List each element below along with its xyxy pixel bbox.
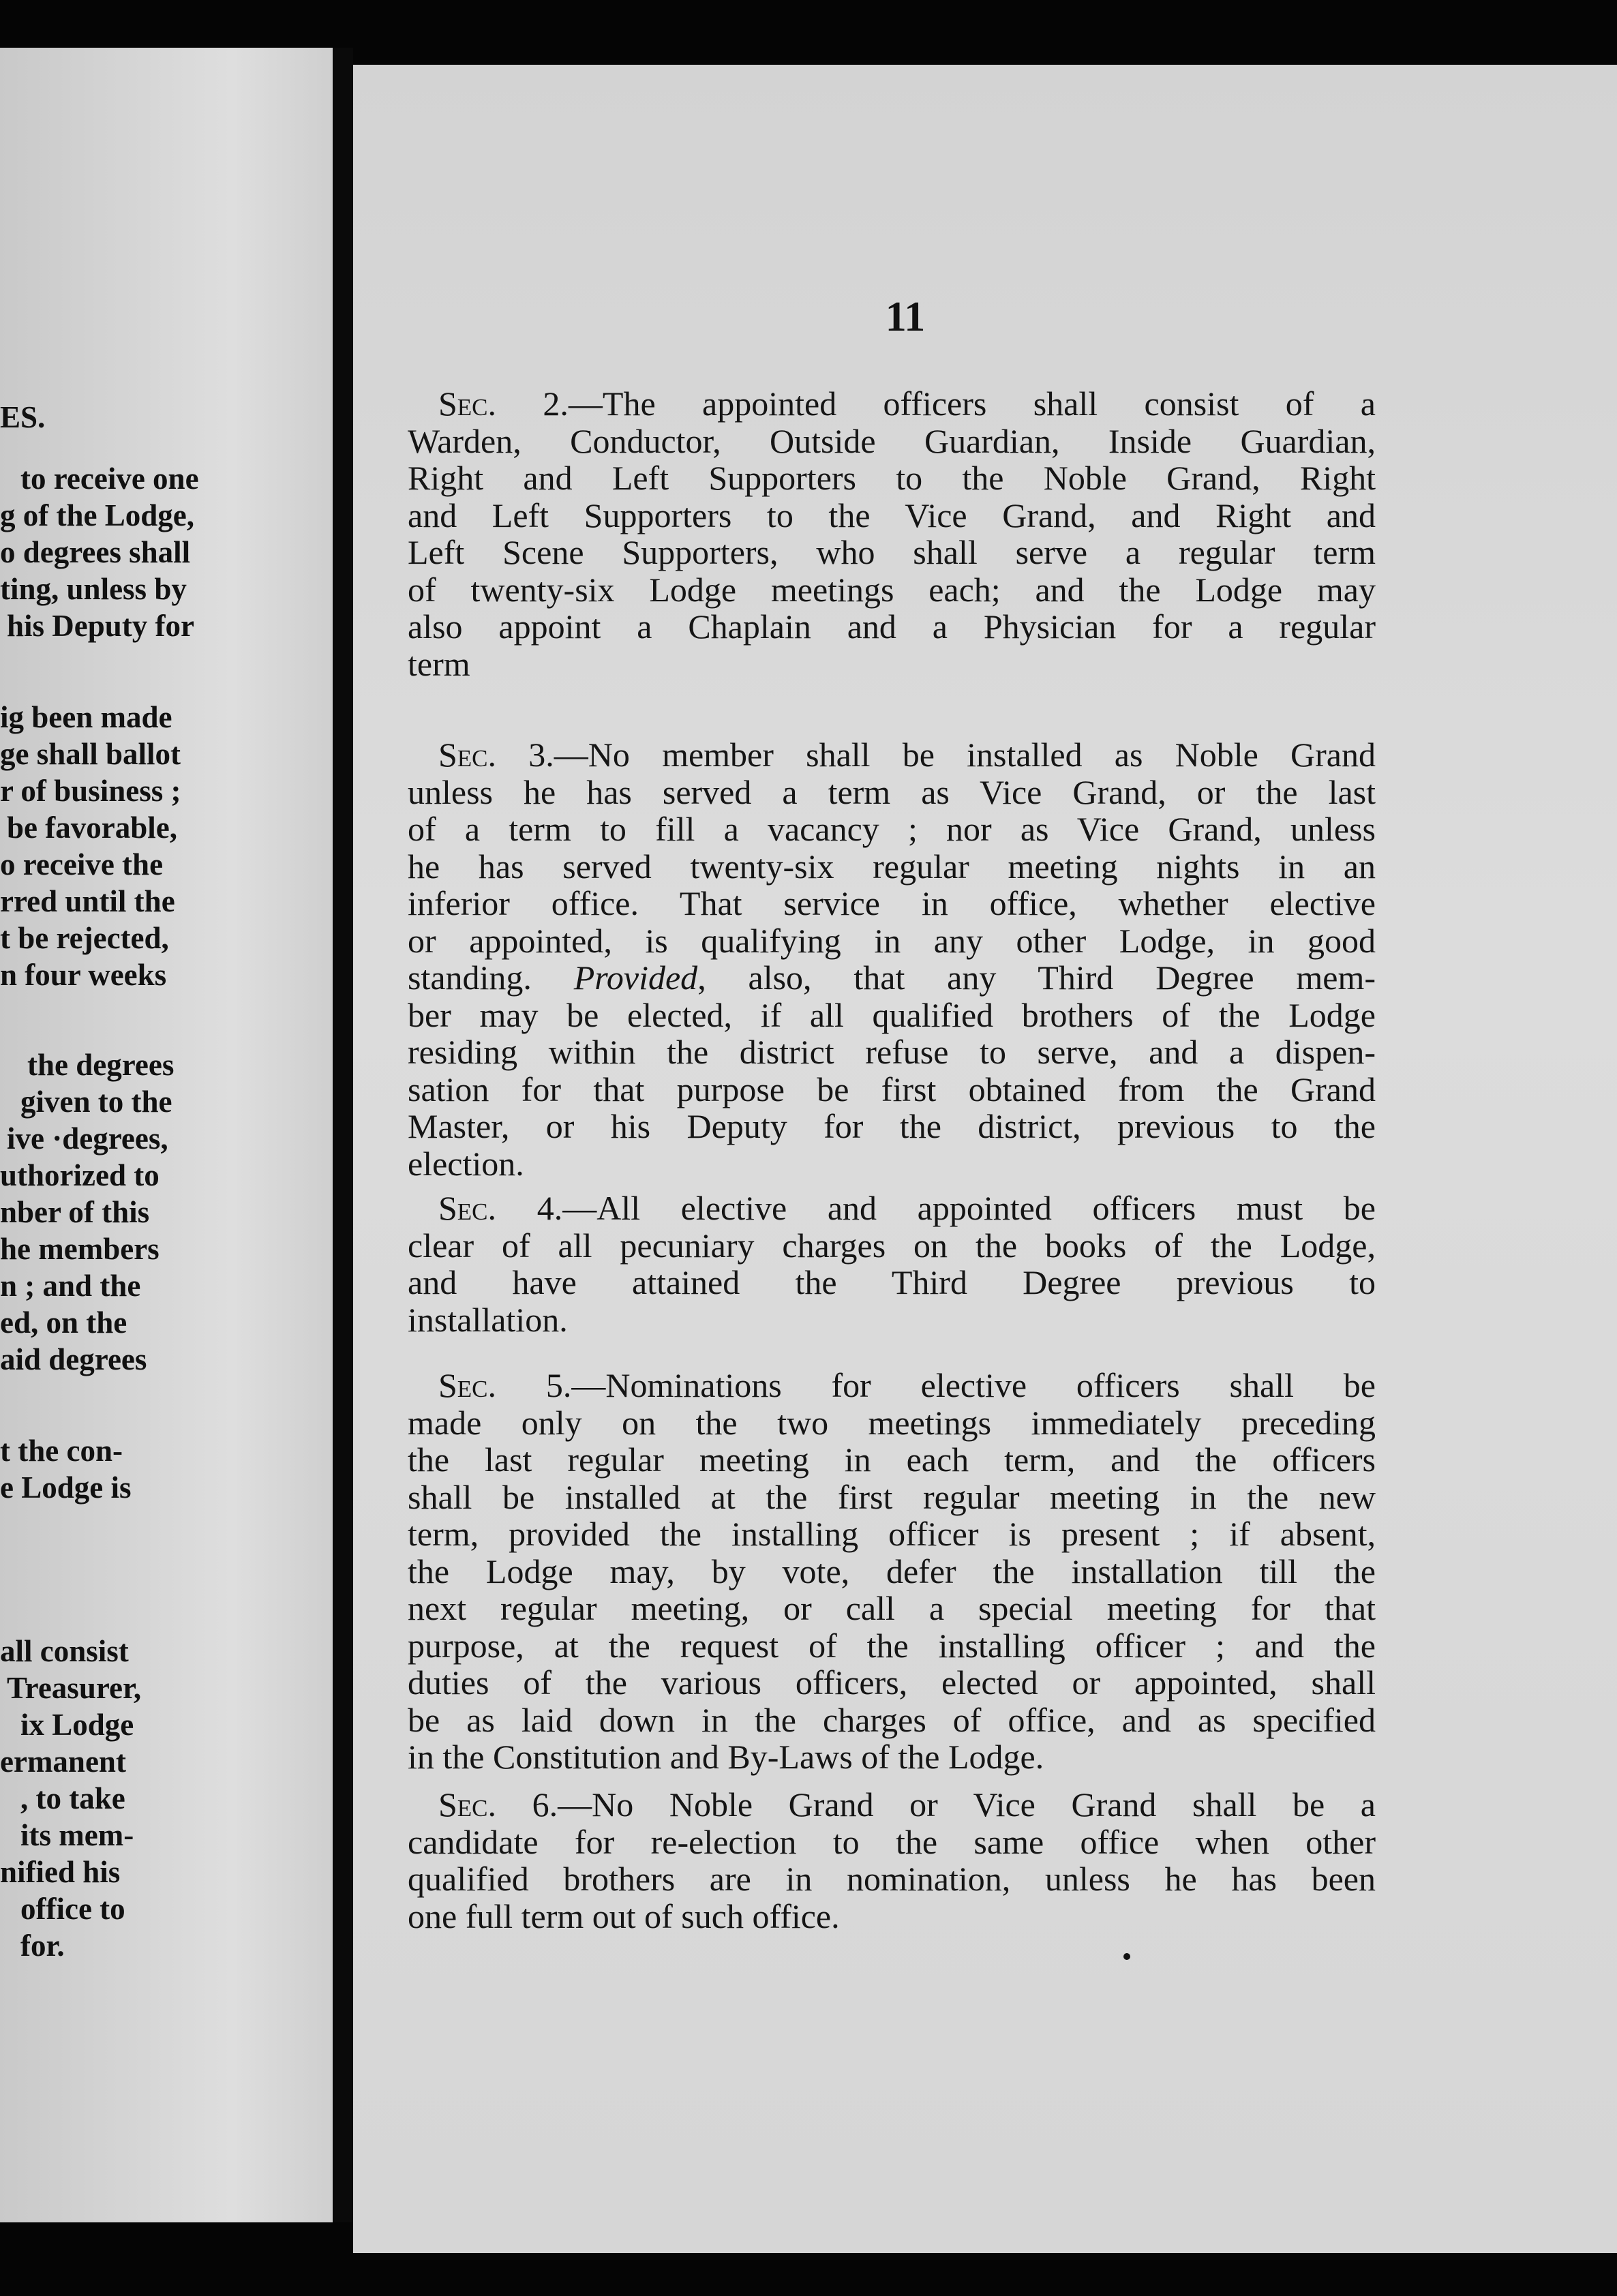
left-page-text-line: ed, on the: [0, 1305, 127, 1340]
section-line: sation for that purpose be first obtained from the Grand: [408, 1070, 1376, 1108]
section-6: [408, 1786, 1376, 1935]
left-page-text-line: be favorable,: [7, 811, 177, 845]
section-line: qualified brothers are in nomination, unless he has been: [408, 1860, 1376, 1898]
ink-speck: [1123, 1953, 1130, 1960]
left-page-text-line: g of the Lodge,: [0, 498, 194, 532]
section-line: Left Scene Supporters, who shall serve a regular term: [408, 533, 1376, 571]
section-line: [408, 736, 1376, 774]
section-line: duties of the various officers, elected or appointed, shall: [408, 1663, 1376, 1702]
left-page-text-line: given to the: [20, 1085, 172, 1119]
section-line: installation.: [408, 1300, 568, 1339]
left-page-text-line: its mem-: [20, 1818, 134, 1852]
section-line: [408, 1367, 1376, 1404]
left-page-text-line: t be rejected,: [0, 921, 169, 955]
left-page-text-line: Treasurer,: [7, 1671, 142, 1705]
section-line: he has served twenty-six regular meeting nights in an: [408, 847, 1376, 886]
section-line: candidate for re-election to the same office when other: [408, 1822, 1376, 1861]
section-2: [408, 385, 1376, 682]
section-line: unless he has served a term as Vice Grand, or the last: [408, 772, 1376, 811]
left-page-text-line: ix Lodge: [20, 1708, 134, 1742]
left-page-text-line: n ; and the: [0, 1269, 141, 1303]
section-line: [408, 1786, 1376, 1824]
section-line: the last regular meeting in each term, and the officers: [408, 1440, 1376, 1479]
section-line: standing. Provided, also, that any Third Degree mem-: [408, 958, 1376, 997]
left-page-text-line: the degrees: [27, 1048, 175, 1082]
left-page-text-line: , to take: [20, 1781, 125, 1815]
left-page-text-line: ermanent: [0, 1744, 126, 1779]
section-line-text: 3.—No member shall be installed as Noble Grand: [496, 736, 1376, 774]
section-label: Sec.: [438, 736, 497, 774]
section-3: [408, 736, 1376, 1182]
section-line: made only on the two meetings immediately preceding: [408, 1403, 1376, 1442]
section-line: [408, 385, 1376, 423]
section-line: of a term to fill a vacancy ; nor as Vice Grand, unless: [408, 810, 1376, 848]
section-line: [408, 1190, 1376, 1227]
section-line: and Left Supporters to the Vice Grand, and Right and: [408, 496, 1376, 534]
left-page-text-line: nber of this: [0, 1195, 150, 1229]
left-page-text-line: ting, unless by: [0, 572, 187, 606]
left-page-fragment: [0, 48, 333, 2222]
section-line-text: 5.—Nominations for elective officers shall be: [496, 1366, 1376, 1404]
section-line: purpose, at the request of the installing officer ; and the: [408, 1626, 1376, 1665]
section-line: one full term out of such office.: [408, 1897, 840, 1935]
left-page-text-line: he members: [0, 1232, 160, 1266]
section-line: residing within the district refuse to serve, and a dispen-: [408, 1033, 1376, 1071]
section-line: or appointed, is qualifying in any other Lodge, in good: [408, 921, 1376, 960]
left-page-text-line: office to: [20, 1892, 125, 1926]
section-line: next regular meeting, or call a special meeting for that: [408, 1589, 1376, 1627]
left-page-text-line: r of business ;: [0, 774, 181, 808]
left-page-text-line: to receive one: [20, 462, 199, 496]
section-line: ber may be elected, if all qualified brothers of the Lodge: [408, 995, 1376, 1034]
section-label: Sec.: [438, 1189, 497, 1227]
left-page-text-line: all consist: [0, 1634, 129, 1668]
section-line: and have attained the Third Degree previous to: [408, 1263, 1376, 1301]
left-page-text-line: for.: [20, 1929, 65, 1963]
section-line-text: 2.—The appointed officers shall consist of a: [496, 384, 1376, 423]
section-line: be as laid down in the charges of office, and as specified: [408, 1700, 1376, 1739]
section-line: of twenty-six Lodge meetings each; and the Lodge may: [408, 570, 1376, 609]
left-page-text-line: uthorized to: [0, 1158, 160, 1192]
section-line: clear of all pecuniary charges on the books of the Lodge,: [408, 1226, 1376, 1265]
section-4: [408, 1190, 1376, 1338]
left-page-text-line: ig been made: [0, 700, 172, 734]
section-line-text: 6.—No Noble Grand or Vice Grand shall be a: [496, 1785, 1376, 1824]
left-page-text-line: n four weeks: [0, 958, 167, 992]
page-number: 11: [885, 294, 926, 340]
left-page-text-line: o receive the: [0, 847, 164, 881]
left-page-text-line: nified his: [0, 1855, 121, 1889]
section-line-text: 4.—All elective and appointed officers must be: [496, 1189, 1376, 1227]
section-line: in the Constitution and By-Laws of the Lodge.: [408, 1738, 1044, 1776]
section-line: election.: [408, 1144, 524, 1183]
left-page-text-line: ge shall ballot: [0, 737, 181, 771]
left-page-text-line: t the con-: [0, 1434, 123, 1468]
section-line: term, provided the installing officer is present ; if absent,: [408, 1515, 1376, 1553]
section-line: also appoint a Chaplain and a Physician for a regular: [408, 607, 1376, 646]
section-5: [408, 1367, 1376, 1776]
left-page-text-line: ive ·degrees,: [7, 1121, 168, 1155]
page-gutter: [333, 48, 353, 2222]
section-line: the Lodge may, by vote, defer the installation till the: [408, 1552, 1376, 1590]
left-page-text-line: aid degrees: [0, 1342, 147, 1376]
section-line: Right and Left Supporters to the Noble Grand, Right: [408, 459, 1376, 497]
left-page-text-line: o degrees shall: [0, 535, 191, 569]
section-line: shall be installed at the first regular meeting in the new: [408, 1477, 1376, 1516]
left-page-text-line: rred until the: [0, 884, 175, 918]
left-page-text-line: his Deputy for: [7, 609, 195, 643]
section-line: term: [408, 644, 470, 683]
left-page-text-line: e Lodge is: [0, 1470, 132, 1505]
right-page: [353, 65, 1617, 2253]
left-page-text-line: ES.: [0, 400, 46, 434]
section-label: Sec.: [438, 1366, 497, 1404]
section-label: Sec.: [438, 384, 497, 423]
section-line: Warden, Conductor, Outside Guardian, Inside Guardian,: [408, 421, 1376, 460]
section-label: Sec.: [438, 1785, 497, 1824]
section-line: Master, or his Deputy for the district, previous to the: [408, 1107, 1376, 1145]
section-line: inferior office. That service in office, whether elective: [408, 884, 1376, 922]
